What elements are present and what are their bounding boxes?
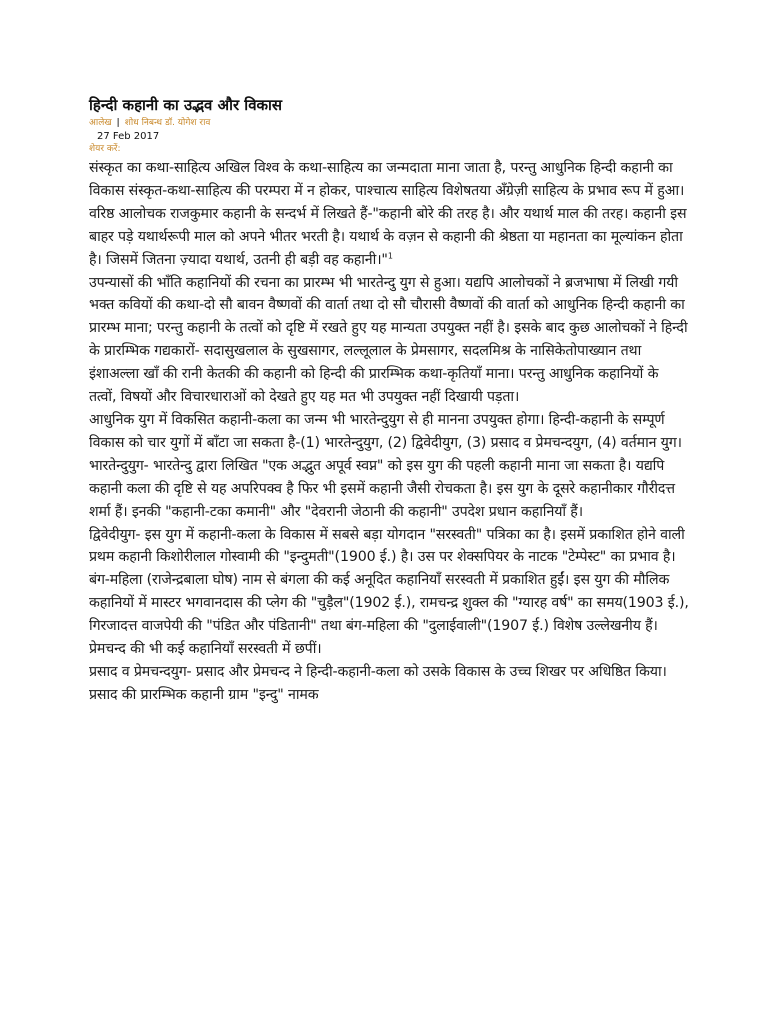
- category-link-lekh[interactable]: आलेख: [89, 118, 112, 128]
- category-separator: |: [116, 118, 120, 128]
- article-meta: [89, 117, 689, 129]
- footnote-marker[interactable]: 1: [387, 250, 393, 260]
- paragraph: आधुनिक युग में विकसित कहानी-कला का जन्म भी भारतेन्दुयुग से ही मानना उपयुक्त होगा। हिन्दी-कहानी के सम्पूर्ण विकास को चार युगों में बाँटा जा सकता है-(1) भारतेन्दुयुग, (2) द्विवेदीयुग, (3) प्रसाद व प्रेमचन्दयुग, (4) वर्तमान युग।: [89, 411, 682, 451]
- article-body: [89, 157, 689, 707]
- paragraph: उपन्यासों की भाँति कहानियों की रचना का प्रारम्भ भी भारतेन्दु युग से हुआ। यद्यपि आलोचकों ने ब्रजभाषा में लिखी गयी भक्त कवियों की कथा-दो सौ बावन वैष्णवों की वार्ता तथा दो सौ चौरासी वैष्णवों की वार्ता को आधुनिक हिन्दी कहानी का प्रारम्भ माना; परन्तु कहानी के तत्वों को दृष्टि में रखते हुए यह मान्यता उपयुक्त नहीं है। इसके बाद कुछ आलोचकों ने हिन्दी के प्रारम्भिक गद्यकारों- सदासुखलाल के सुखसागर, लल्लूलाल के प्रेमसागर, सदलमिश्र के नासिकेतोपाख्यान तथा इंशाअल्ला खाँ की रानी केतकी की कहानी को हिन्दी की प्रारम्भिक कथा-कृतियाँ माना। परन्तु आधुनिक कहानियों के तत्वों, विषयों और विचारधाराओं को देखते हुए यह मत भी उपयुक्त नहीं दिखायी पड़ता।: [89, 274, 688, 406]
- paragraph: द्विवेदीयुग- इस युग में कहानी-कला के विकास में सबसे बड़ा योगदान "सरस्वती" पत्रिका का है। इसमें प्रकाशित होने वाली प्रथम कहानी किशोरीलाल गोस्वामी की "इन्दुमती"(1900 ई.) है। उस पर शेक्सपियर के नाटक "टेम्पेस्ट" का प्रभाव है। बंग-महिला (राजेन्द्रबाला घोष) नाम से बंगला की कई अनूदित कहानियाँ सरस्वती में प्रकाशित हुईं। इस युग की मौलिक कहानियों में मास्टर भगवानदास की प्लेग की "चुड़ैल"(1902 ई.), रामचन्द्र शुक्ल की "ग्यारह वर्ष" का समय(1903 ई.), गिरजादत्त वाजपेयी की "पंडित और पंडितानी" तथा बंग-महिला की "दुलाईवाली"(1907 ई.) विशेष उल्लेखनीय हैं। प्रेमचन्द की भी कई कहानियाँ सरस्वती में छपीं।: [89, 526, 689, 658]
- paragraph: संस्कृत का कथा-साहित्य अखिल विश्व के कथा-साहित्य का जन्मदाता माना जाता है, परन्तु आधुनिक हिन्दी कहानी का विकास संस्कृत-कथा-साहित्य की परम्परा में न होकर, पाश्चात्य साहित्य विशेषतया अँग्रेज़ी साहित्य के प्रभाव रूप में हुआ। वरिष्ठ आलोचक राजकुमार कहानी के सन्दर्भ में लिखते हैं-"कहानी बोरे की तरह है। और यथार्थ माल की तरह। कहानी इस बाहर पड़े यथार्थरूपी माल को अपने भीतर भरती है। यथार्थ के वज़न से कहानी की श्रेष्ठता या महानता का मूल्यांकन होता है। जिसमें जितना ज़्यादा यथार्थ, उतनी ही बड़ी वह कहानी।"$^1$: [89, 160, 687, 268]
- article-title: हिन्दी कहानी का उद्भव और विकास: [89, 96, 283, 114]
- share-label[interactable]: शेयर करें:: [89, 144, 121, 154]
- paragraph: भारतेन्दुयुग- भारतेन्दु द्वारा लिखित "एक अद्भुत अपूर्व स्वप्न" को इस युग की पहली कहानी माना जा सकता है। यद्यपि कहानी कला की दृष्टि से यह अपरिपक्व है फिर भी इसमें कहानी जैसी रोचकता है। इस युग के दूसरे कहानीकार गौरीदत्त शर्मा हैं। इनकी "कहानी-टका कमानी" और "देवरानी जेठानी की कहानी" उपदेश प्रधान कहानियाँ हैं।: [89, 457, 675, 520]
- publish-date: 27 Feb 2017: [97, 131, 160, 142]
- article: [89, 96, 689, 707]
- category-link-shodh-nibandh[interactable]: शोध निबन्ध: [124, 118, 163, 128]
- author-link[interactable]: डॉ. योगेश राव: [164, 118, 211, 128]
- paragraph: प्रसाद व प्रेमचन्दयुग- प्रसाद और प्रेमचन्द ने हिन्दी-कहानी-कला को उसके विकास के उच्च शिखर पर अधिष्ठित किया। प्रसाद की प्रारम्भिक कहानी ग्राम "इन्दु" नामक: [89, 663, 667, 703]
